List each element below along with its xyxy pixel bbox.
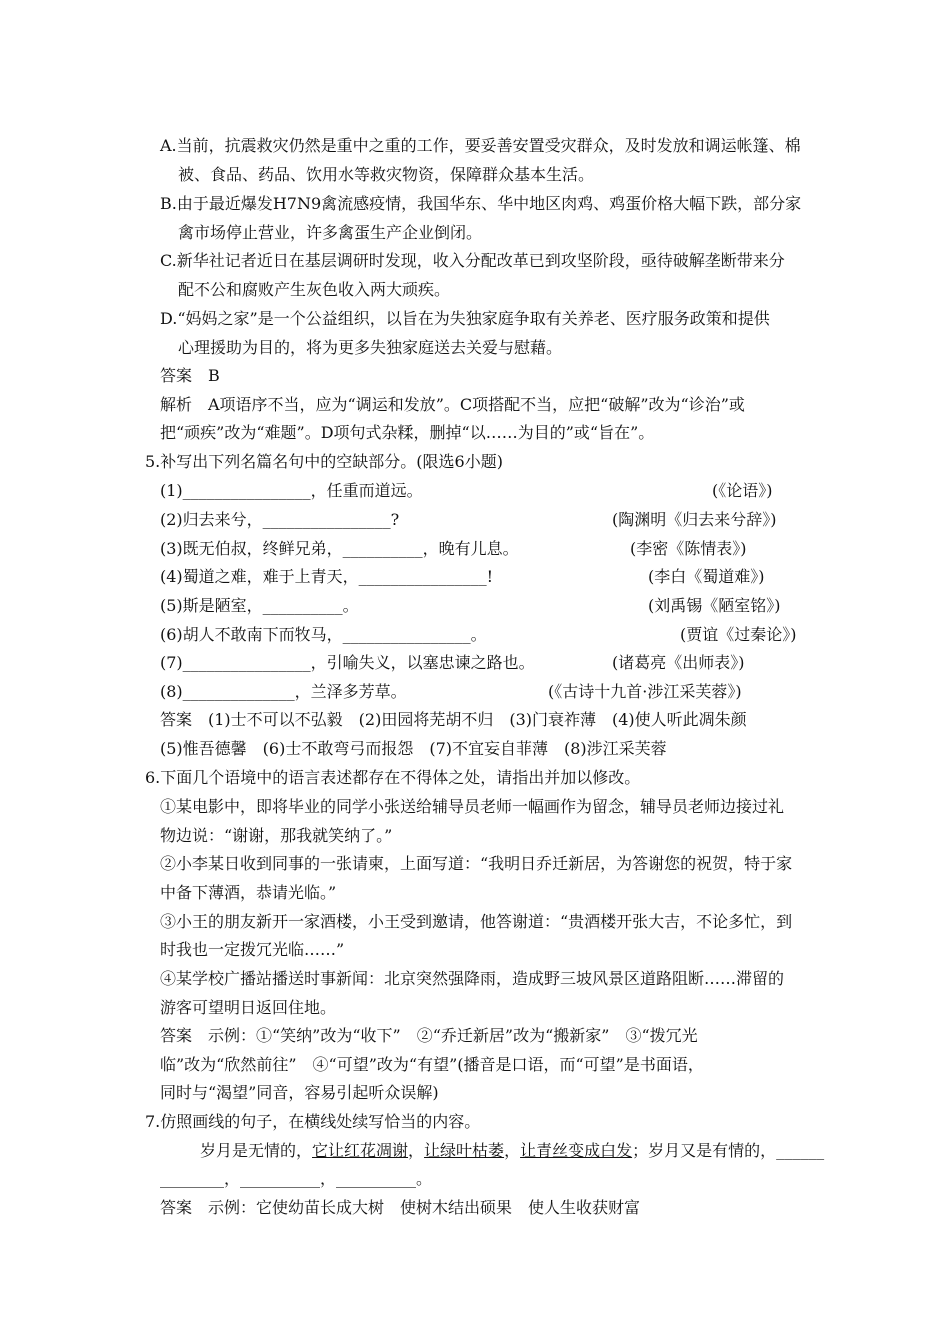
option-b-line1: B.由于最近爆发H7N9禽流感疫情，我国华东、华中地区肉鸡、鸡蛋价格大幅下跌，部分家 (160, 194, 802, 213)
q5-answer-line2: (5)惟吾德馨 (6)士不敢弯弓而报怨 (7)不宜妄自菲薄 (8)涉江采芙蓉 (160, 739, 667, 758)
q6-item-2-line2: 中备下薄酒，恭请光临。” (160, 883, 337, 902)
q7-underlined-1: 它让红花凋谢 (312, 1141, 409, 1160)
q4-answer: 答案 B (160, 366, 220, 385)
q5-item-3-source: (李密《陈情表》) (630, 539, 747, 558)
q6-answer-line1: 答案 示例：①“笑纳”改为“收下” ②“乔迁新居”改为“搬新家” ③“拨冗光 (160, 1026, 698, 1045)
q5-item-8-source: (《古诗十九首·涉江采芙蓉》) (548, 682, 742, 701)
q7-sep-1: ， (408, 1141, 425, 1160)
q6-item-3-line1: ③小王的朋友新开一家酒楼，小王受到邀请，他答谢道：“贵酒楼开张大吉，不论多忙，到 (160, 912, 793, 931)
q7-sentence-line1 (200, 1140, 824, 1162)
q6-answer-line2: 临”改为“欣然前往” ④“可望”改为“有望”(播音是口语，而“可望”是书面语， (160, 1055, 704, 1074)
q4-analysis-line2: 把“顽疾”改为“难题”。D项句式杂糅，删掉“以……为目的”或“旨在”。 (160, 423, 655, 442)
q5-item-6: (6)胡人不敢南下而牧马，________________。 (160, 625, 487, 644)
q5-item-8: (8)______________，兰泽多芳草。 (160, 682, 407, 701)
q5-item-7-source: (诸葛亮《出师表》) (612, 653, 745, 672)
q7-sep-2: ， (504, 1141, 521, 1160)
q6-item-4-line1: ④某学校广播站播送时事新闻：北京突然强降雨，造成野三坡风景区道路阻断……滞留的 (160, 969, 785, 988)
q6-item-1-line2: 物边说：“谢谢，那我就笑纳了。” (160, 826, 393, 845)
option-b-line2: 禽市场停止营业，许多禽蛋生产企业倒闭。 (178, 223, 483, 242)
q6-answer-line3: 同时与“渴望”同音，容易引起听众误解) (160, 1083, 439, 1102)
q7-underlined-2: 让绿叶枯萎 (424, 1141, 505, 1160)
option-c-line1: C.新华社记者近日在基层调研时发现，收入分配改革已到攻坚阶段，亟待破解垄断带来分 (160, 251, 785, 270)
q6-item-1-line1: ①某电影中，即将毕业的同学小张送给辅导员老师一幅画作为留念，辅导员老师边接过礼 (160, 797, 785, 816)
option-a-line1: A.当前，抗震救灾仍然是重中之重的工作，要妥善安置受灾群众，及时发放和调运帐篷、棉 (160, 136, 801, 155)
q5-item-5: (5)斯是陋室，__________。 (160, 596, 359, 615)
q7-sentence-suffix: ；岁月又是有情的，______ (632, 1141, 825, 1160)
option-c-line2: 配不公和腐败产生灰色收入两大顽疾。 (178, 280, 451, 299)
option-d-line2: 心理援助为目的，将为更多失独家庭送去关爱与慰藉。 (178, 338, 563, 357)
q5-item-7: (7)________________，引喻失义，以塞忠谏之路也。 (160, 653, 535, 672)
q5-item-6-source: (贾谊《过秦论》) (680, 625, 797, 644)
q6-item-3-line2: 时我也一定拨冗光临……” (160, 940, 345, 959)
q7-underlined-3: 让青丝变成白发 (520, 1141, 633, 1160)
option-d-line1: D.“妈妈之家”是一个公益组织，以旨在为失独家庭争取有关养老、医疗服务政策和提供 (160, 309, 770, 328)
q6-item-2-line1: ②小李某日收到同事的一张请柬，上面写道：“我明日乔迁新居，为答谢您的祝贺，特于家 (160, 854, 793, 873)
q5-item-1: (1)________________，任重而道远。 (160, 481, 423, 500)
q7-sentence-prefix: 岁月是无情的， (200, 1141, 313, 1160)
q5-item-2-source: (陶渊明《归去来兮辞》) (612, 510, 777, 529)
q6-title: 6.下面几个语境中的语言表述都存在不得体之处，请指出并加以修改。 (145, 768, 641, 787)
q5-title: 5.补写出下列名篇名句中的空缺部分。(限选6小题) (145, 452, 503, 471)
q5-item-5-source: (刘禹锡《陋室铭》) (648, 596, 781, 615)
q5-item-2: (2)归去来兮，________________? (160, 510, 400, 529)
q5-item-1-source: (《论语》) (712, 481, 773, 500)
q7-title: 7.仿照画线的句子，在横线处续写恰当的内容。 (145, 1112, 481, 1131)
q7-sentence-line2: ________，__________，__________。 (160, 1169, 433, 1188)
q5-item-3: (3)既无伯叔，终鲜兄弟，__________，晚有儿息。 (160, 539, 519, 558)
q5-item-4: (4)蜀道之难，难于上青天，________________! (160, 567, 494, 586)
q4-analysis-line1: 解析 A项语序不当，应为“调运和发放”。C项搭配不当，应把“破解”改为“诊治”或 (160, 395, 745, 414)
q7-answer: 答案 示例：它使幼苗长成大树 使树木结出硕果 使人生收获财富 (160, 1198, 641, 1217)
q6-item-4-line2: 游客可望明日返回住地。 (160, 998, 337, 1017)
q5-item-4-source: (李白《蜀道难》) (648, 567, 765, 586)
q5-answer-line1: 答案 (1)士不可以不弘毅 (2)田园将芜胡不归 (3)门衰祚薄 (4)使人听此凋朱颜 (160, 710, 747, 729)
option-a-line2: 被、食品、药品、饮用水等救灾物资，保障群众基本生活。 (178, 165, 595, 184)
